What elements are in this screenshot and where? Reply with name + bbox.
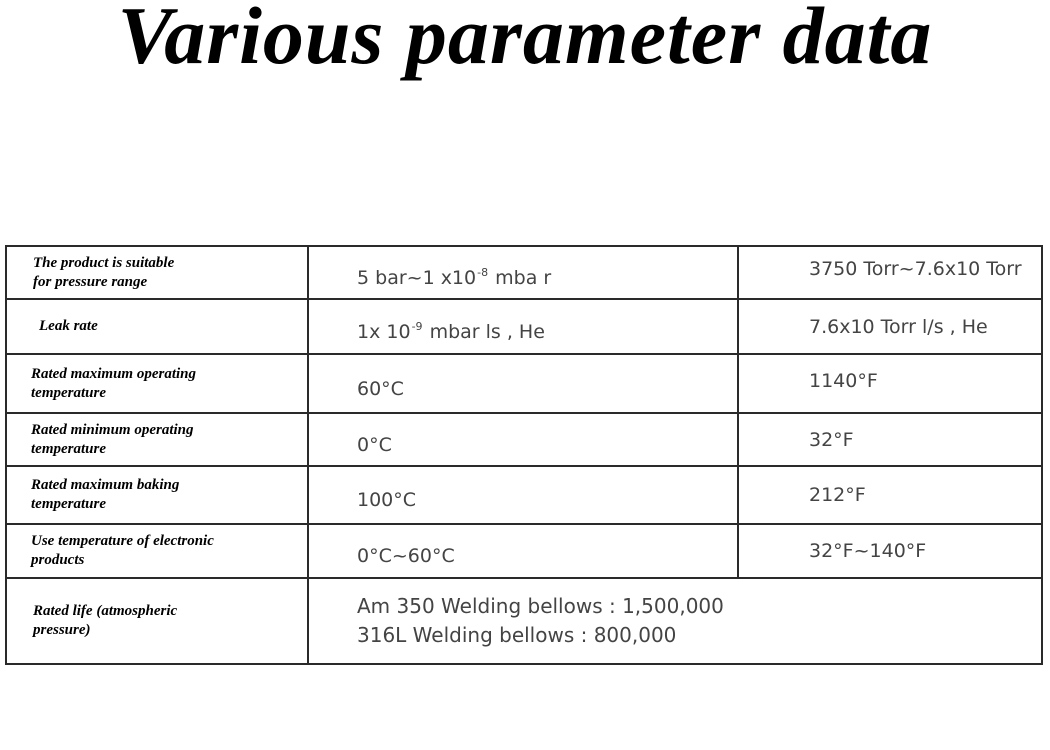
imperial-value: 1140°F [738, 354, 1042, 413]
parameter-table [5, 245, 1043, 665]
row-label-line: Rated minimum operating [31, 421, 194, 438]
row-label-line: Rated life (atmospheric [33, 603, 178, 619]
metric-value-base: 1x 10 [357, 321, 411, 343]
table-row [6, 524, 1042, 578]
row-label-line: for pressure range [33, 273, 148, 290]
row-label-line: Rated maximum operating [31, 365, 197, 382]
row-label-line: The product is suitable [33, 254, 175, 271]
metric-value-exponent: -8 [477, 266, 489, 279]
row-label [6, 466, 308, 524]
table-row [6, 466, 1042, 524]
metric-value-exponent: -9 [411, 320, 423, 333]
row-label-line: Leak rate [39, 318, 98, 334]
metric-value: 100°C [308, 466, 738, 524]
row-label-line: products [31, 552, 85, 568]
row-label [6, 246, 308, 299]
metric-value: 60°C [308, 354, 738, 413]
row-label [6, 354, 308, 413]
row-label-line: Use temperature of electronic [31, 533, 214, 549]
imperial-value: 212°F [738, 466, 1042, 524]
rated-life-line: Am 350 Welding bellows : 1,500,000 [357, 594, 724, 618]
row-label-line: temperature [31, 496, 106, 512]
row-label-line: Rated maximum baking [31, 477, 180, 493]
metric-value-unit: mbar ls , He [423, 321, 545, 343]
metric-value-base: 5 bar~1 x10 [357, 267, 477, 289]
metric-value [308, 246, 738, 299]
imperial-value: 32°F~140°F [738, 524, 1042, 578]
table-row [6, 413, 1042, 466]
metric-value: 0°C [308, 413, 738, 466]
imperial-value: 3750 Torr~7.6x10 Torr [738, 246, 1042, 299]
row-label [6, 524, 308, 578]
table-row [6, 354, 1042, 413]
row-label-line: temperature [31, 384, 106, 401]
table-row [6, 246, 1042, 299]
rated-life-line: 316L Welding bellows : 800,000 [357, 623, 677, 647]
table-row [6, 578, 1042, 664]
row-label [6, 413, 308, 466]
metric-value: 0°C~60°C [308, 524, 738, 578]
imperial-value: 7.6x10 Torr l/s , He [738, 299, 1042, 354]
imperial-value: 32°F [738, 413, 1042, 466]
table-row [6, 299, 1042, 354]
row-label-line: temperature [31, 440, 106, 457]
rated-life-value [308, 578, 1042, 664]
page-title: Various parameter data [117, 0, 933, 81]
metric-value [308, 299, 738, 354]
row-label [6, 299, 308, 354]
metric-value-unit: mba r [489, 267, 552, 289]
row-label [6, 578, 308, 664]
row-label-line: pressure) [33, 622, 91, 638]
